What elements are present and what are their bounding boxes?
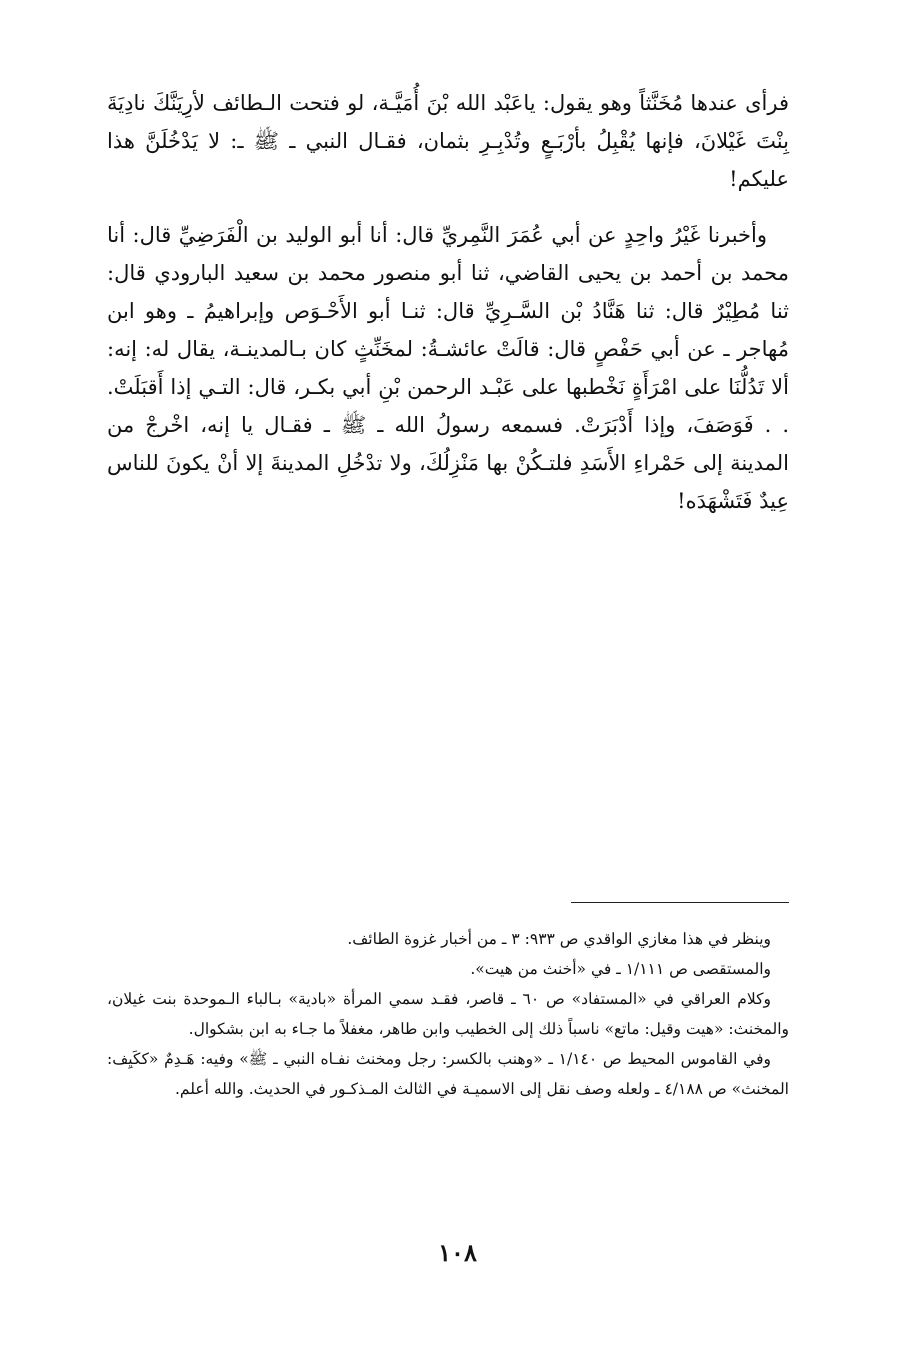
paragraph-hadith-one: فرأى عندها مُخَنَّثاً وهو يقول: ياعَبْد الله بْنَ أُمَيَّـة، لو فتحت الـطائف لأرِيَنَّكَ نادِيَةَ بِنْتَ غَيْلانَ، فإنها يُقْبِلُ بأرْبَـعٍ وتُدْبِـرِ بثمان، فقـال النبي ـ ﷺ ـ: لا يَدْخُلَنَّ هذا عليكم! <box>107 91 789 191</box>
footnote-separator-line <box>571 902 789 903</box>
footnote-qamus: وفي القاموس المحيط ص ١/١٤٠ ـ «وهنب بالكسر: رجل ومخنث نفـاه النبي ـ ﷺ» وفيه: هَـدِمٌ «ككَيِف: المخنث» ص ٤/١٨٨ ـ ولعله وصف نقل إلى الاسميـة في الثالث المـذكـور في الحديث. والله أعلم. <box>107 1050 789 1098</box>
footnote-iraqi: وكلام العراقي في «المستفاد» ص ٦٠ ـ قاصر، فقـد سمي المرأة «بادية» بـالباء الـموحدة بنت غيلان، والمخنث: «هيت وقيل: ماتع» ناسباً ذلك إلى الخطيب وابن طاهر، مغفلاً ما جـاء به ابن بشكوال. <box>107 990 789 1038</box>
paragraph-hadith-two: وأخبرنا غَيْرُ واحِدٍ عن أبي عُمَرَ النَّمِريِّ قال: أنا أبو الوليد بن الْفَرَضِيِّ قال: أنا محمد بن أحمد بن يحيى القاضي، ثنا أبو منصور محمد بن سعيد البارودي قال: ثنا مُطِيْرٌ قال: ثنا هَنَّادُ بْن السَّـرِيِّ قال: ثنـا أبو الأَحْـوَص وإبراهيمُ ـ وهو ابن مُهاجر ـ عن أبي حَفْصٍ قال: قالَتْ عائشـةُ: لمخَنِّثٍ كان بـالمدينـة، يقال له: إنه: ألا تَدُلُّنَا على امْرَأَةٍ نَخْطبها على عَبْـد الرحمن بْنِ أبي بكـر، قال: التـي إذا أَقبَلَتْ. . . فَوَصَفَ، وإذا أَدْبَرَتْ. فسمعه رسولُ الله ـ ﷺ ـ فقـال يا إنه، اخْرجْ من المدينة إلى حَمْراءِ الأَسَدِ فلتـكُنْ بها مَنْزِلُكَ، ولا تدْخُلِ المدينةَ إلا أنْ يكونَ للناس عِيدٌ فَتَشْهَدَه! <box>107 223 790 513</box>
main-text-block <box>107 84 789 520</box>
footnote-mustaqsa: والمستقصى ص ١/١١١ ـ في «أخنث من هيت». <box>470 960 771 978</box>
page-number: ١٠٨ <box>438 1238 477 1267</box>
footnote-waqidi: وينظر في هذا مغازي الواقدي ص ٩٣٣: ٣ ـ من أخبار غزوة الطائف. <box>347 930 771 948</box>
footnotes-block <box>107 924 789 1104</box>
